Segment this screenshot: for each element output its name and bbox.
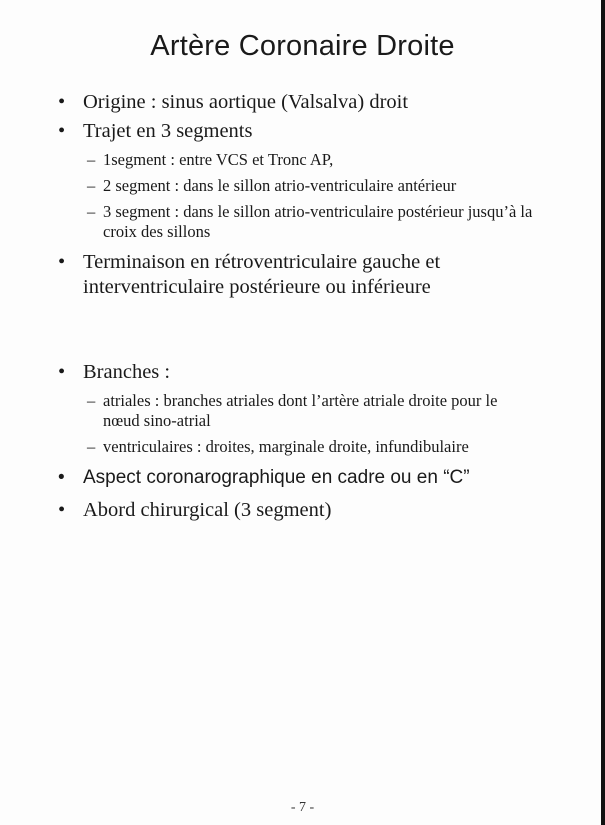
sub-bullet-segment-2	[58, 176, 538, 196]
bullet-glyph: •	[58, 361, 66, 383]
bullet-glyph: •	[58, 499, 66, 521]
dash-glyph: –	[87, 391, 96, 410]
bullet-text: Trajet en 3 segments	[83, 120, 253, 142]
dash-glyph: –	[87, 202, 96, 221]
sub-bullet-text: atriales : branches atriales dont l’artère atriale droite pour le nœud sino-atrial	[103, 391, 498, 430]
page-number: - 7 -	[290, 800, 315, 815]
dash-glyph: –	[87, 176, 96, 195]
bullet-text: Origine : sinus aortique (Valsalva) droit	[83, 91, 409, 113]
bullet-text: Branches :	[83, 361, 171, 383]
bullet-text: Aspect coronarographique en cadre ou en “C”	[83, 467, 470, 488]
spacer	[58, 304, 538, 350]
bullet-origine	[58, 90, 538, 115]
sub-bullet-segment-1	[58, 150, 538, 170]
bullet-text: Terminaison en rétroventriculaire gauche et interventriculaire postérieure ou inférieure	[83, 251, 441, 298]
sub-bullet-segment-3	[58, 202, 538, 242]
bullet-list	[58, 90, 538, 527]
bullet-text: Abord chirurgical (3 segment)	[83, 499, 332, 521]
bullet-glyph: •	[58, 120, 66, 142]
bullet-abord	[58, 498, 538, 523]
bullet-branches	[58, 360, 538, 385]
sub-bullet-ventriculaires	[58, 437, 538, 457]
sub-bullet-text: 1segment : entre VCS et Tronc AP,	[103, 150, 334, 169]
sub-bullet-text: 2 segment : dans le sillon atrio-ventriculaire antérieur	[103, 176, 457, 195]
bullet-glyph: •	[58, 91, 66, 113]
bullet-glyph: •	[58, 467, 65, 488]
slide-title: Artère Coronaire Droite	[150, 30, 455, 62]
bullet-terminaison	[58, 250, 538, 300]
dash-glyph: –	[87, 150, 96, 169]
dash-glyph: –	[87, 437, 96, 456]
bullet-aspect	[58, 465, 538, 490]
bullet-trajet	[58, 119, 538, 144]
scan-edge	[601, 0, 605, 825]
sub-bullet-atriales	[58, 391, 538, 431]
bullet-glyph: •	[58, 251, 66, 273]
sub-bullet-text: 3 segment : dans le sillon atrio-ventriculaire postérieur jusqu’à la croix des sillons	[103, 202, 533, 241]
sub-bullet-text: ventriculaires : droites, marginale droite, infundibulaire	[103, 437, 469, 456]
